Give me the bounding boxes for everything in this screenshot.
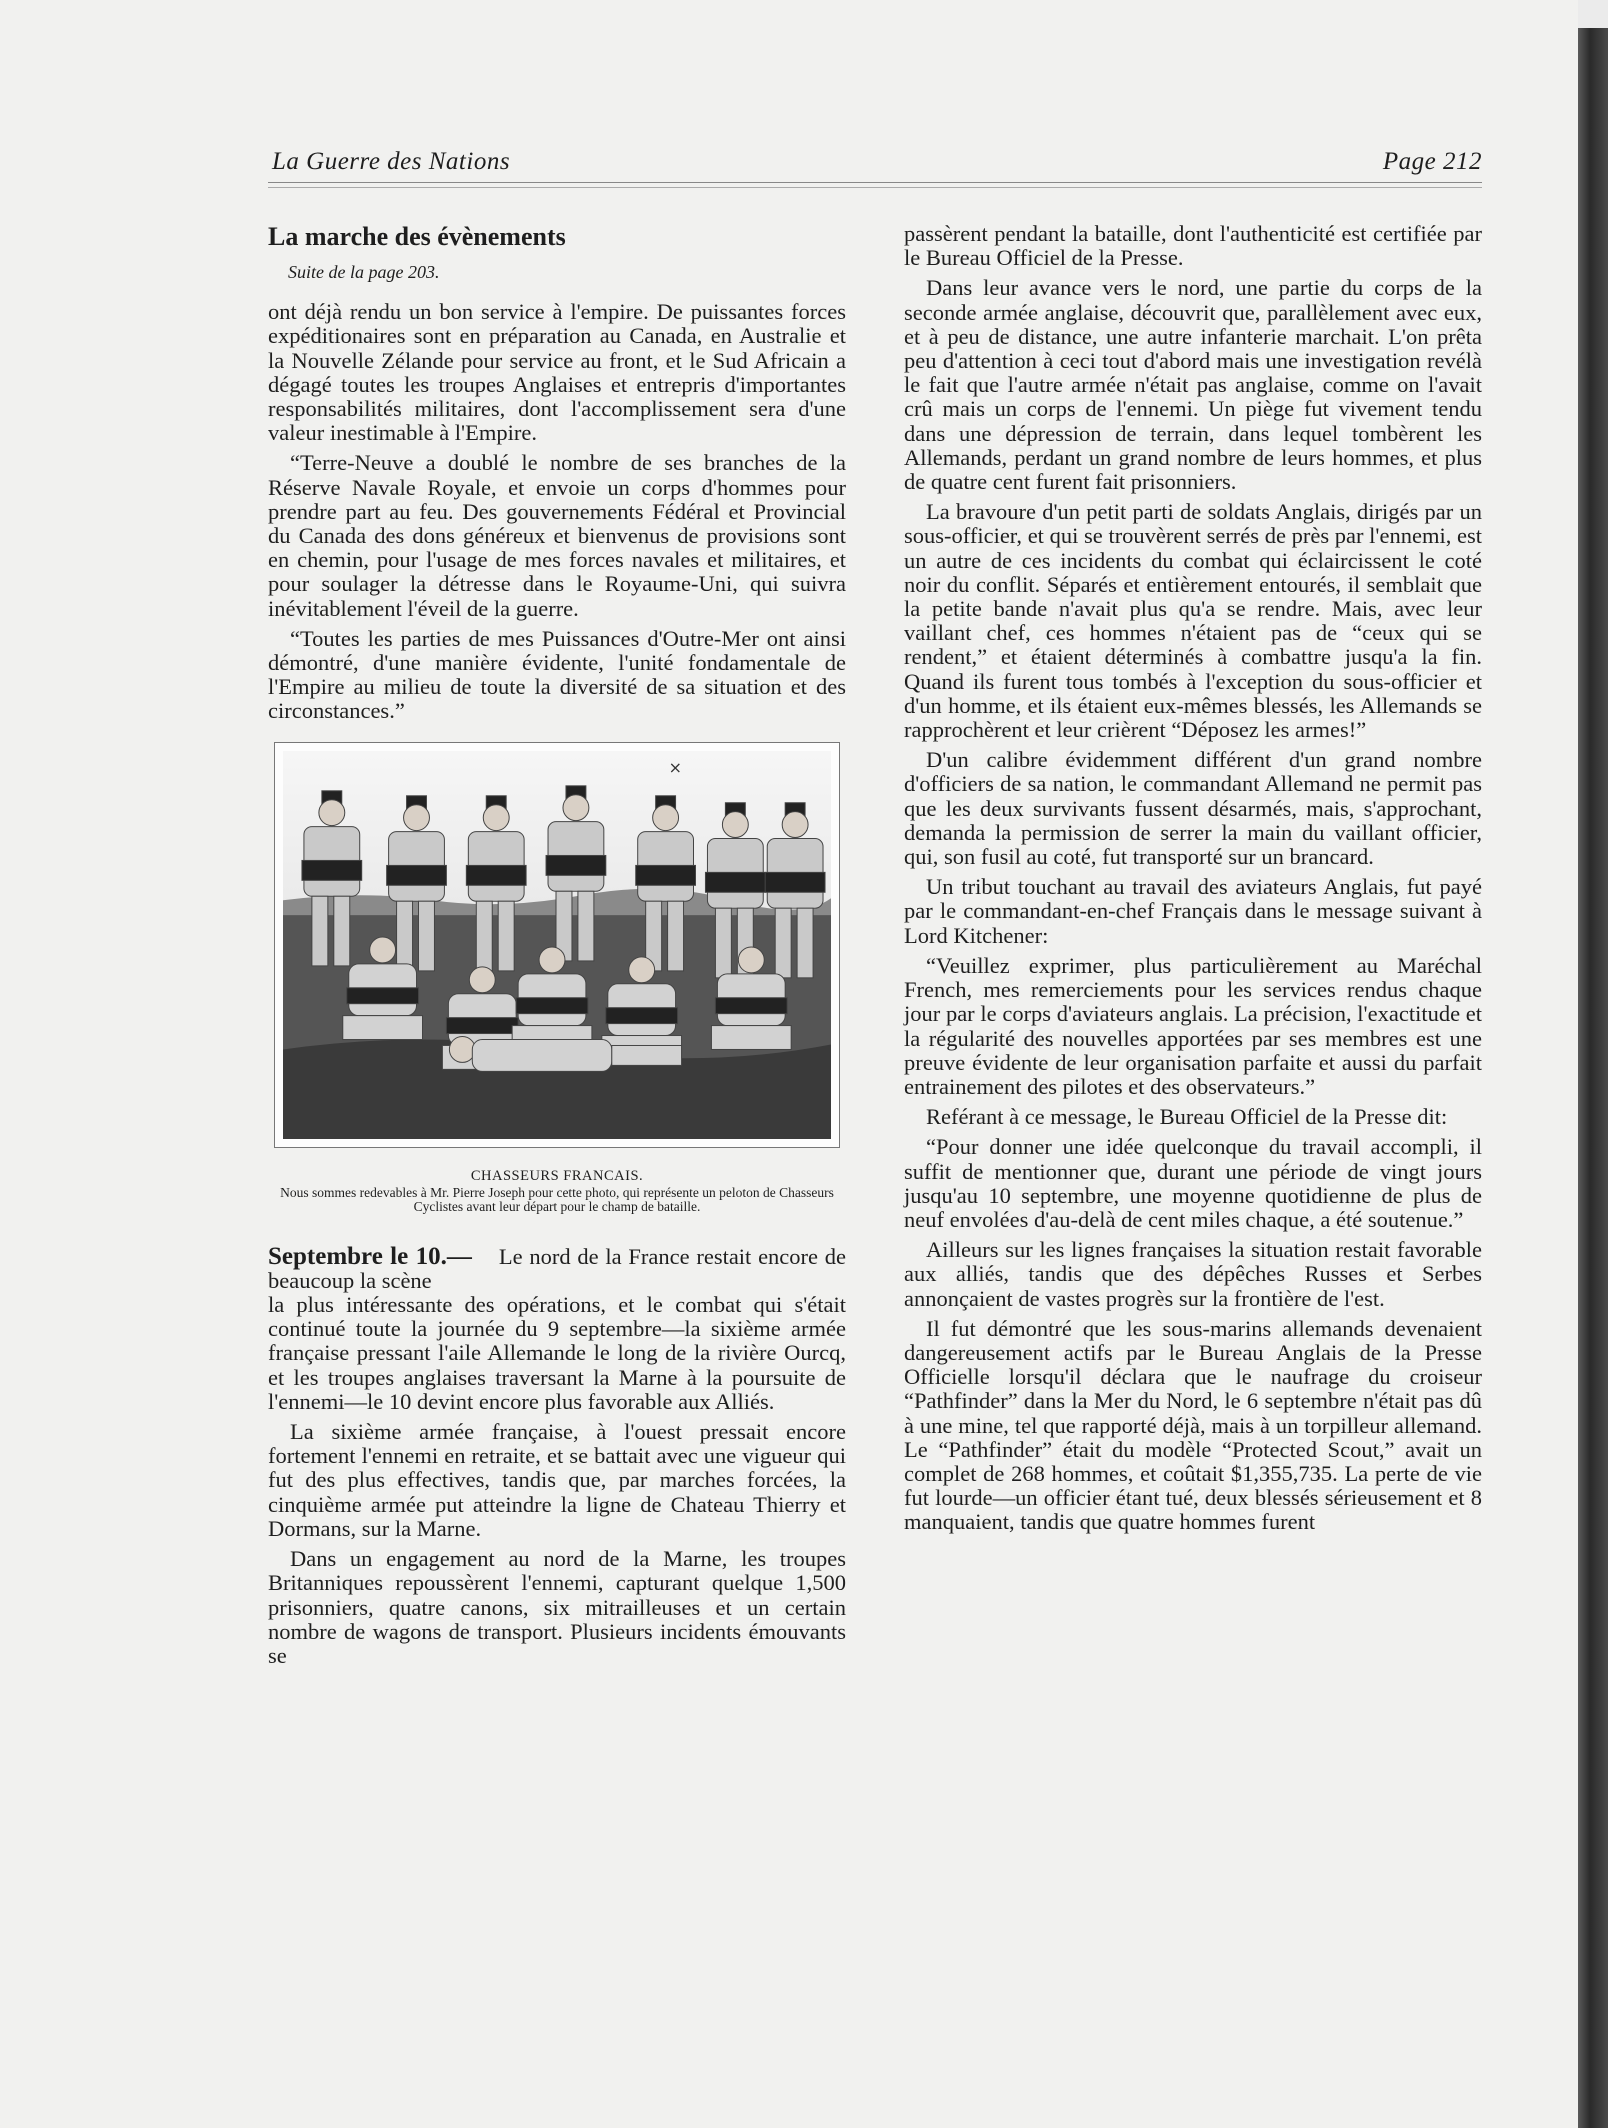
photo-caption-title: CHASSEURS FRANCAIS. [470,1167,644,1184]
paragraph: Dans un engagement au nord de la Marne, les troupes Britanniques repoussèrent l'ennemi, capturant quelque 1,500 prisonniers, quatre canons, six mitrailleuses et un certain nombre de wagons de transport. Plusieurs incidents émouvants se [268,1546,846,1668]
running-header [272,142,1482,182]
september-first-line [268,1242,847,1293]
paragraph: Un tribut touchant au travail des aviateurs Anglais, fut payé par le commandant-en-chef Français dans le message suivant à Lord Kitchener: [904,874,1482,948]
group-photo-image [283,751,831,1139]
paragraph: passèrent pendant la bataille, dont l'authenticité est certifiée par le Bureau Officiel de la Presse. [904,221,1482,271]
paragraph: “Terre-Neuve a doublé le nombre de ses branches de la Réserve Navale Royale, et envoie un corps d'hommes pour prendre part au feu. Des gouvernements Fédéral et Provincial du Canada des dons généreux et bienvenus de provisions sont en chemin, pour l'usage de mes forces navales et militaires, et pour soulager la détresse dans le Royaume-Uni, qui suivra inévitablement l'éveil de la guerre. [268,450,846,621]
paragraph: ont déjà rendu un bon service à l'empire. De puissantes forces expéditionaires sont en préparation au Canada, en Australie et la Nouvelle Zélande pour service au front, et le Sud Africain a dégagé toutes les troupes Anglaises et entrepris d'importantes responsabilités militaires, dont l'accomplissement sera d'une valeur inestimable à l'Empire. [268,299,846,446]
quote-paragraph: “Veuillez exprimer, plus particulièrement au Maréchal French, mes remerciements pour les services rendus chaque jour par le corps d'aviateurs anglais. La précision, l'exactitude et la régularité des nouvelles apportées par ses membres est une preuve évidente de leur organisation parfaite et aussi du parfait entrainement des pilotes et des observateurs.” [904,952,1482,1099]
paragraph: Il fut démontré que les sous-marins allemands devenaient dangereusement actifs par le Bureau Anglais de la Presse Officielle lorsqu'il déclara que le naufrage du croiseur “Pathfinder” dans la Mer du Nord, le 6 septembre n'était pas dû à une mine, tel que rapporté déjà, mais à un torpilleur allemand. Le “Pathfinder” était du modèle “Protected Scout,” avait un complet de 268 hommes, et coûtait $1,355,735. La perte de vie fut lourde—un officier étant tué, deux blessés sérieusement et 8 manquaient, tandis que quatre hommes furent [904,1315,1482,1535]
september-heading: Septembre le 10.— [268,1242,472,1270]
photo-chasseurs [274,742,840,1148]
header-page-number: Page 212 [1382,148,1482,175]
quote-paragraph: “Pour donner une idée quelconque du travail accompli, il suffit de mentionner que, durant une période de vingt jours jusqu'au 10 septembre, une moyenne quotidienne de plus de neuf envolées d'au-delà de cent miles chaque, a été soutenue.” [904,1134,1482,1232]
photo-caption-text: Nous sommes redevables à Mr. Pierre Joseph pour cette photo, qui représente un peloton de Chasseurs Cyclistes avant leur départ pour le champ de bataille. [280,1184,834,1215]
right-column [904,222,1482,1535]
header-publication-title: La Guerre des Nations [272,148,511,175]
paragraph: D'un calibre évidemment différent d'un grand nombre d'officiers de sa nation, le commandant Allemand ne permit pas que les deux survivants fussent désarmés, mais, s'approchant, demanda la permission de serrer la main du vaillant officier, qui, son fusil au coté, fut transporté sur un brancard. [904,747,1482,870]
paragraph: “Toutes les parties de mes Puissances d'Outre-Mer ont ainsi démontré, d'une manière évidente, l'unité fondamentale de l'Empire au milieu de toute la diversité de sa situation et des circonstances.” [268,625,846,724]
september-first-text: Le nord de la France restait encore de beaucoup la scène [268,1243,847,1293]
paragraph: La sixième armée française, à l'ouest pressait encore fortement l'ennemi en retraite, et se battait avec une vigueur qui fut des plus effectives, tandis que, par marches forcées, la cinquième armée put atteindre la ligne de Chateau Thierry et Dormans, sur la Marne. [268,1419,846,1541]
september-paragraph [268,1242,847,1414]
header-rule [268,182,1482,188]
paragraph: La bravoure d'un petit parti de soldats Anglais, dirigés par un sous-officier, et qui se trouvèrent serrés de près par l'ennemi, est un autre de ces incidents du combat qui éclaircissent le coté noir du conflit. Séparés et entièrement entourés, il semblait que la petite bande n'avait plus qu'a se rendre. Mais, avec leur vaillant chef, ces hommes n'étaient pas de “ceux qui se rendent,” et étaient déterminés à combattre jusqu'a la fin. Quand ils furent tous tombés à l'exception du sous-officier et d'un homme, et ils étaient eux-mêmes blessés, les Allemands se rapprochèrent et leur crièrent “Déposez les armes!” [904,499,1482,743]
paragraph: Ailleurs sur les lignes françaises la situation restait favorable aux alliés, tandis que des dépêches Russes et Serbes annonçaient de vastes progrès sur la frontière de l'est. [904,1237,1482,1311]
page-edge [1578,28,1608,2128]
september-rest: la plus intéressante des opérations, et le combat qui s'était continué toute la journée du 9 septembre—la sixième armée française pressant l'aile Allemande le long de la rivière Ourcq, et les troupes anglaises traversant la Marne à la poursuite de l'ennemi—le 10 devint encore plus favorable aux Alliés. [268,1292,846,1414]
left-column [268,222,846,1668]
svg-text:×: × [668,757,682,777]
article-subtitle: Suite de la page 203. [288,262,440,282]
article-title: La marche des évènements [268,222,566,251]
paragraph: Reférant à ce message, le Bureau Officiel de la Presse dit: [926,1104,1448,1130]
paragraph: Dans leur avance vers le nord, une partie du corps de la seconde armée anglaise, découvrit que, parallèlement avec eux, et à peu de distance, une autre infanterie marchait. L'on prêta peu d'attention à ceci tout d'abord mais une investigation revélà le fait que l'autre armée n'était pas anglaise, comme on l'avait crû mais un corps de l'ennemi. Un piège fut vivement tendu dans une dépression de terrain, dans lequel tombèrent les Allemands, perdant un grand nombre de leurs hommes, et plus de quatre cent furent fait prisonniers. [904,275,1482,495]
